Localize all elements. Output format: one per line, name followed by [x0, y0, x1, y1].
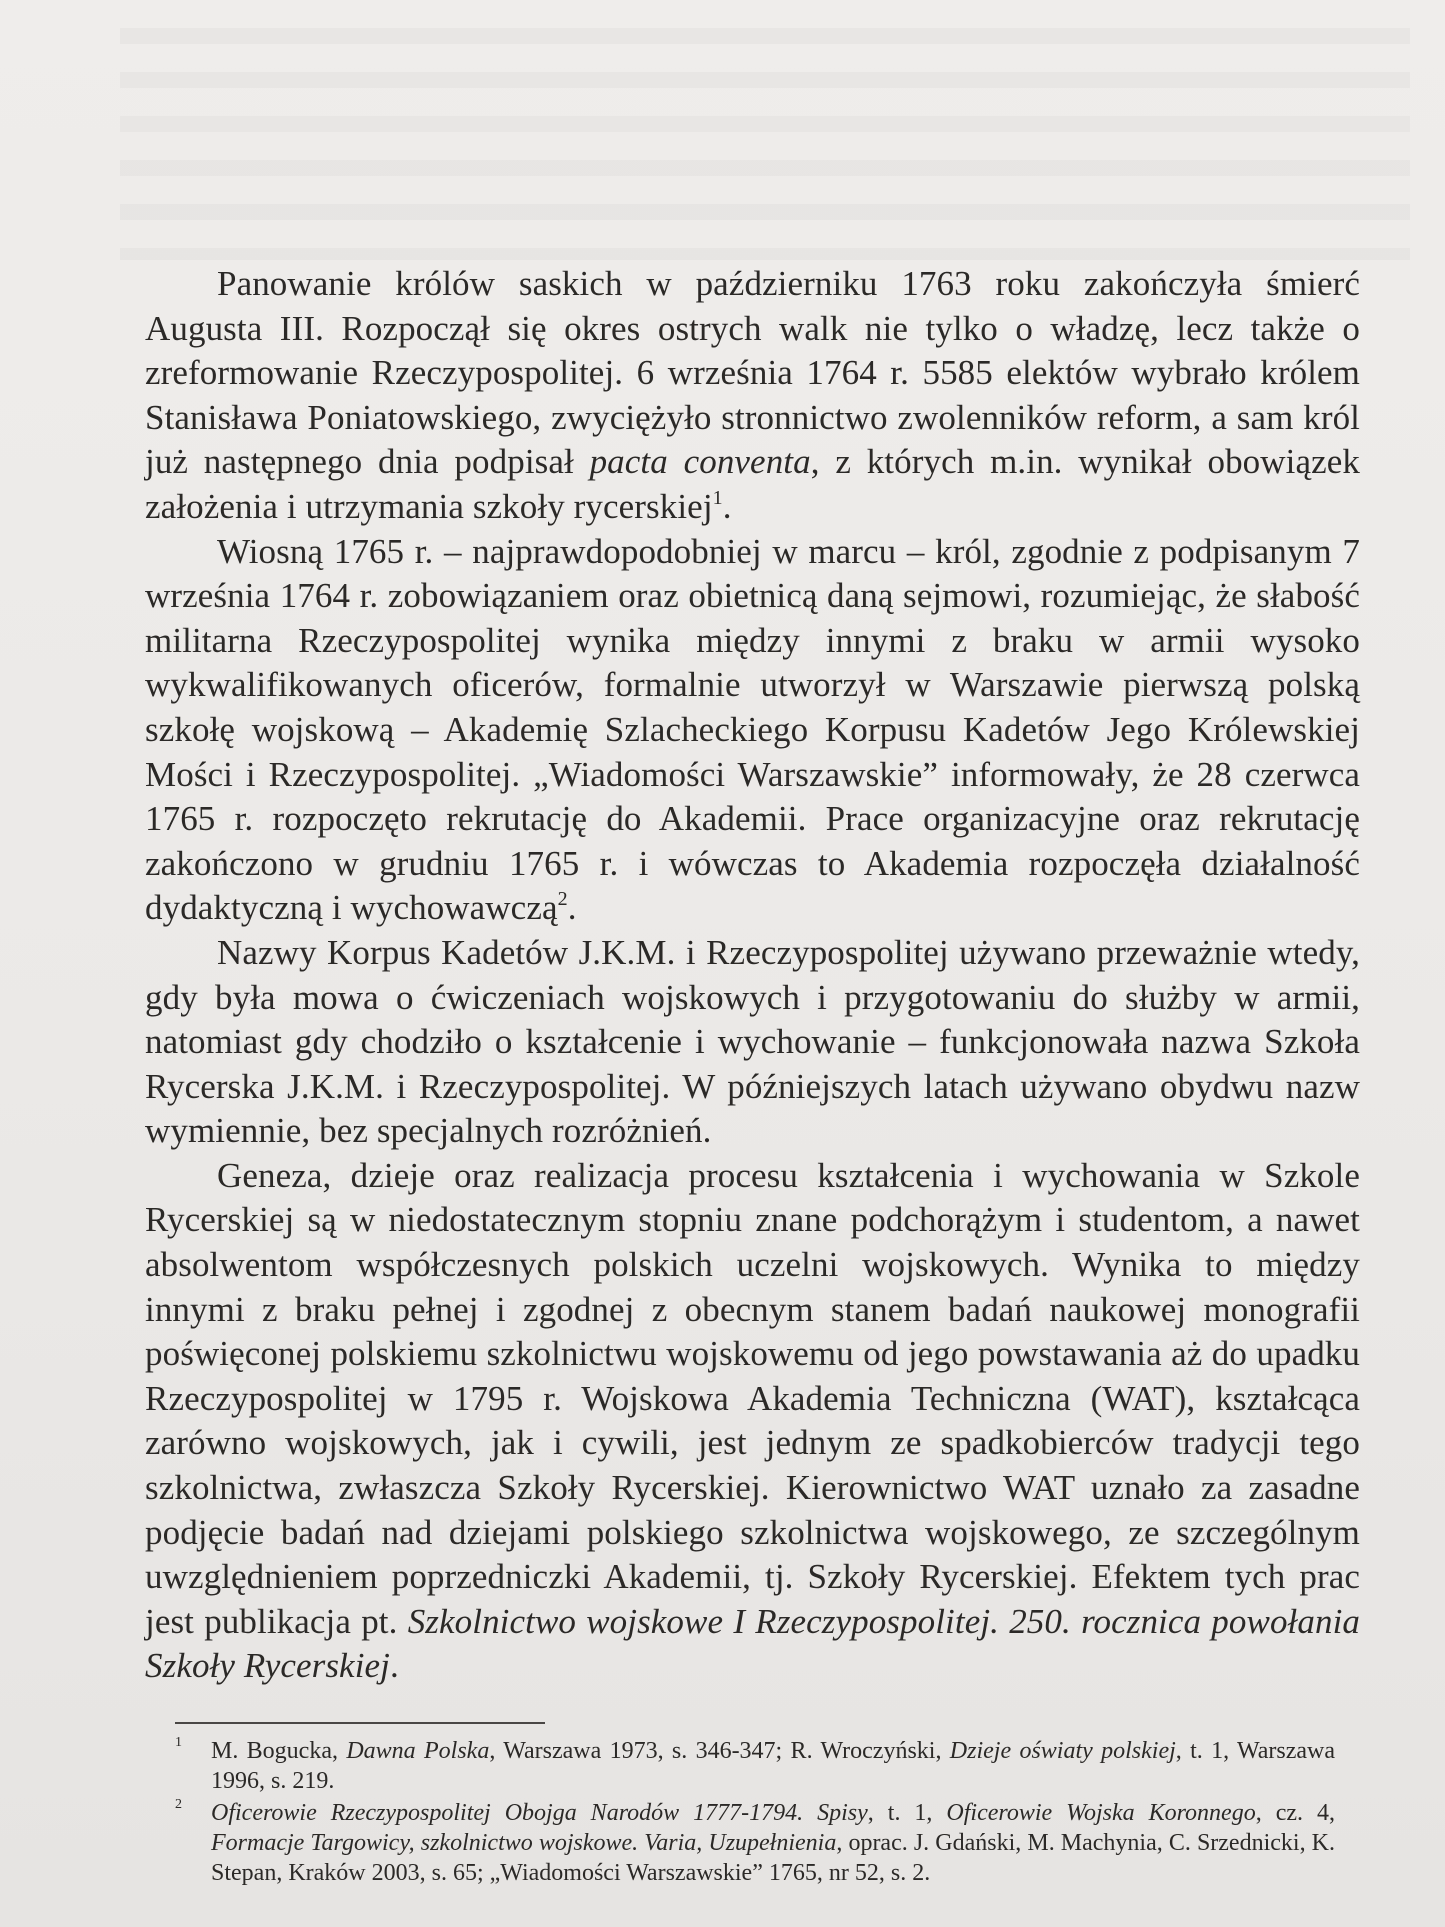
paragraph-3-text: Nazwy Korpus Kadetów J.K.M. i Rzeczypospolitej używano przeważnie wtedy, gdy była mowa o ćwiczeniach wojskowych i przygotowaniu do służby w armii, natomiast gdy chodziło o kształcenie i wychowanie – funkcjonowała nazwa Szkoła Rycerska J.K.M. i Rzeczypospolitej. W późniejszych latach używano obydwu nazw wymiennie, bez specjalnych rozróżnień.	[145, 932, 1360, 1151]
footnote-1-italic-1: Dawna Polska	[346, 1738, 490, 1764]
paragraph-1-end: .	[722, 486, 732, 526]
footnote-1-italic-2: Dzieje oświaty polskiej	[949, 1738, 1176, 1764]
footnote-1-text-2: , Warszawa 1973, s. 346-347; R. Wroczyński,	[489, 1738, 950, 1764]
footnote-2-italic-3: Formacje Targowicy, szkolnictwo wojskowe. Varia, Uzupełnienia	[211, 1830, 837, 1856]
paragraph-4-italic-title: Szkolnictwo wojskowe I Rzeczypospolitej. 250. rocznica powołania Szkoły Rycerskiej	[145, 1601, 1361, 1686]
footnote-ref-2: 2	[557, 888, 568, 911]
paragraph-3	[145, 931, 1360, 1154]
paragraph-1-text-2: , z których m.in. wynikał obowiązek założenia i utrzymania szkoły rycerskiej	[145, 442, 1360, 526]
paragraph-2-end: .	[567, 888, 577, 928]
footnote-2-italic-2: Oficerowie Wojska Koronnego	[946, 1800, 1256, 1826]
bleed-through-text	[120, 0, 1410, 260]
footnote-2-text-2: , cz. 4,	[1255, 1800, 1336, 1826]
footnote-2-text-3: , oprac. J. Gdański, M. Machynia, C. Srzednicki, K. Stepan, Kraków 2003, s. 65; „Wiadomości Warszawskie” 1765, nr 52, s. 2.	[211, 1830, 1335, 1886]
paragraph-4-text: Geneza, dzieje oraz realizacja procesu kształcenia i wychowania w Szkole Rycerskiej są w niedostatecznym stopniu znane podchorążym i studentom, a nawet absolwentom współczesnych polskich uczelni wojskowych. Wynika to między innymi z braku pełnej i zgodnej z obecnym stanem badań naukowej monografii poświęconej polskiemu szkolnictwu wojskowemu od jego powstawania aż do upadku Rzeczypospolitej w 1795 r. Wojskowa Akademia Techniczna (WAT), kształcąca zarówno wojskowych, jak i cywili, jest jednym ze spadkobierców tradycji tego szkolnictwa, zwłaszcza Szkoły Rycerskiej. Kierownictwo WAT uznało za zasadne podjęcie badań nad dziejami polskiego szkolnictwa wojskowego, ze szczególnym uwzględnieniem poprzedniczki Akademii, tj. Szkoły Rycerskiej. Efektem tych prac jest publikacja pt.	[145, 1155, 1360, 1641]
paragraph-4	[145, 1154, 1360, 1689]
footnote-1	[175, 1736, 1335, 1796]
main-text	[145, 262, 1360, 1689]
paragraph-1	[145, 262, 1360, 530]
paragraph-4-end: .	[389, 1646, 399, 1686]
footnote-1-text-3: , t. 1, Warszawa 1996, s. 219.	[211, 1738, 1336, 1794]
footnote-1-text: M. Bogucka,	[211, 1738, 347, 1764]
footnote-2	[175, 1798, 1335, 1888]
footnote-1-number: 1	[175, 1735, 182, 1750]
footnote-2-number: 2	[175, 1797, 182, 1812]
paragraph-2	[145, 530, 1360, 931]
footnote-2-italic-1: Oficerowie Rzeczypospolitej Obojga Narodów 1777-1794. Spisy	[211, 1800, 868, 1826]
footnotes	[175, 1720, 1335, 1888]
footnote-ref-1: 1	[712, 486, 723, 509]
paragraph-1-italic: pacta conventa	[589, 442, 811, 482]
footnote-2-text: , t. 1,	[867, 1800, 947, 1826]
paragraph-1-text: Panowanie królów saskich w październiku 1763 roku zakończyła śmierć Augusta III. Rozpoczął się okres ostrych walk nie tylko o władzę, lecz także o zreformowanie Rzeczypospolitej. 6 września 1764 r. 5585 elektów wybrało królem Stanisława Poniatowskiego, zwyciężyło stronnictwo zwolenników reform, a sam król już następnego dnia podpisał	[145, 264, 1360, 482]
paragraph-2-text: Wiosną 1765 r. – najprawdopodobniej w marcu – król, zgodnie z podpisanym 7 września 1764 r. zobowiązaniem oraz obietnicą daną sejmowi, rozumiejąc, że słabość militarna Rzeczypospolitej wynika między innymi z braku w armii wysoko wykwalifikowanych oficerów, formalnie utworzył w Warszawie pierwszą polską szkołę wojskową – Akademię Szlacheckiego Korpusu Kadetów Jego Królewskiej Mości i Rzeczypospolitej. „Wiadomości Warszawskie” informowały, że 28 czerwca 1765 r. rozpoczęto rekrutację do Akademii. Prace organizacyjne oraz rekrutację zakończono w grudniu 1765 r. i wówczas to Akademia rozpoczęła działalność dydaktyczną i wychowawczą	[145, 531, 1360, 928]
